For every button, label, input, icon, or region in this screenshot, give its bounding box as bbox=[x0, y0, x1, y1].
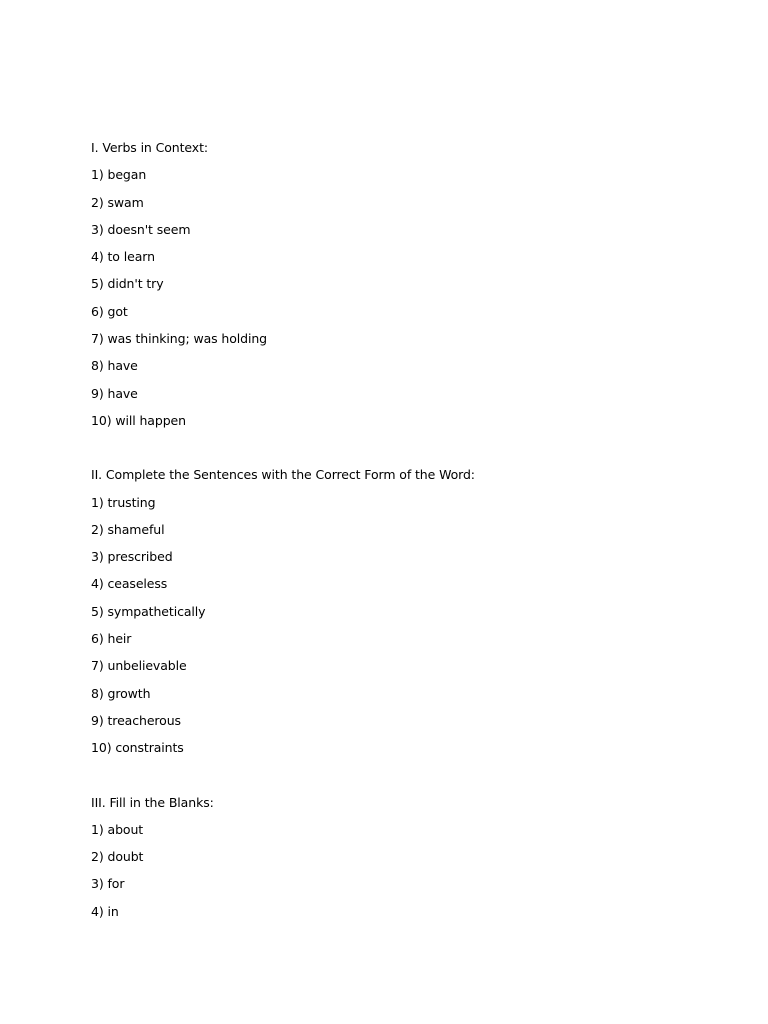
answer-key-page bbox=[91, 138, 691, 929]
answer-item: 1) trusting bbox=[91, 494, 156, 510]
answer-item: 6) heir bbox=[91, 631, 132, 647]
answer-item: 4) to learn bbox=[91, 249, 155, 265]
answer-item: 5) sympathetically bbox=[91, 603, 206, 619]
answer-item: 4) ceaseless bbox=[91, 576, 168, 592]
answer-item: 7) unbelievable bbox=[91, 658, 187, 674]
answer-item: 2) doubt bbox=[91, 849, 144, 865]
answer-item: 10) will happen bbox=[91, 412, 186, 428]
answer-item: 2) shameful bbox=[91, 521, 165, 537]
answer-item: 10) constraints bbox=[91, 740, 184, 756]
answer-item: 8) growth bbox=[91, 685, 151, 701]
answer-item: 3) for bbox=[91, 876, 125, 892]
answer-item: 1) began bbox=[91, 167, 147, 183]
answer-item: 3) doesn't seem bbox=[91, 221, 191, 237]
section-verbs-in-context bbox=[91, 138, 691, 438]
answer-item: 9) have bbox=[91, 385, 138, 401]
answer-item: 6) got bbox=[91, 303, 128, 319]
section-heading: II. Complete the Sentences with the Correct Form of the Word: bbox=[91, 467, 475, 483]
answer-item: 2) swam bbox=[91, 194, 144, 210]
answer-item: 9) treacherous bbox=[91, 712, 181, 728]
section-heading: I. Verbs in Context: bbox=[91, 140, 209, 155]
answer-item: 8) have bbox=[91, 358, 138, 374]
answer-item: 4) in bbox=[91, 903, 119, 919]
section-word-forms bbox=[91, 465, 691, 765]
answer-item: 1) about bbox=[91, 821, 144, 837]
answer-item: 3) prescribed bbox=[91, 549, 173, 565]
section-heading: III. Fill in the Blanks: bbox=[91, 794, 214, 810]
answer-item: 5) didn't try bbox=[91, 276, 164, 292]
answer-item: 7) was thinking; was holding bbox=[91, 331, 268, 347]
section-fill-in-the-blanks bbox=[91, 793, 691, 929]
